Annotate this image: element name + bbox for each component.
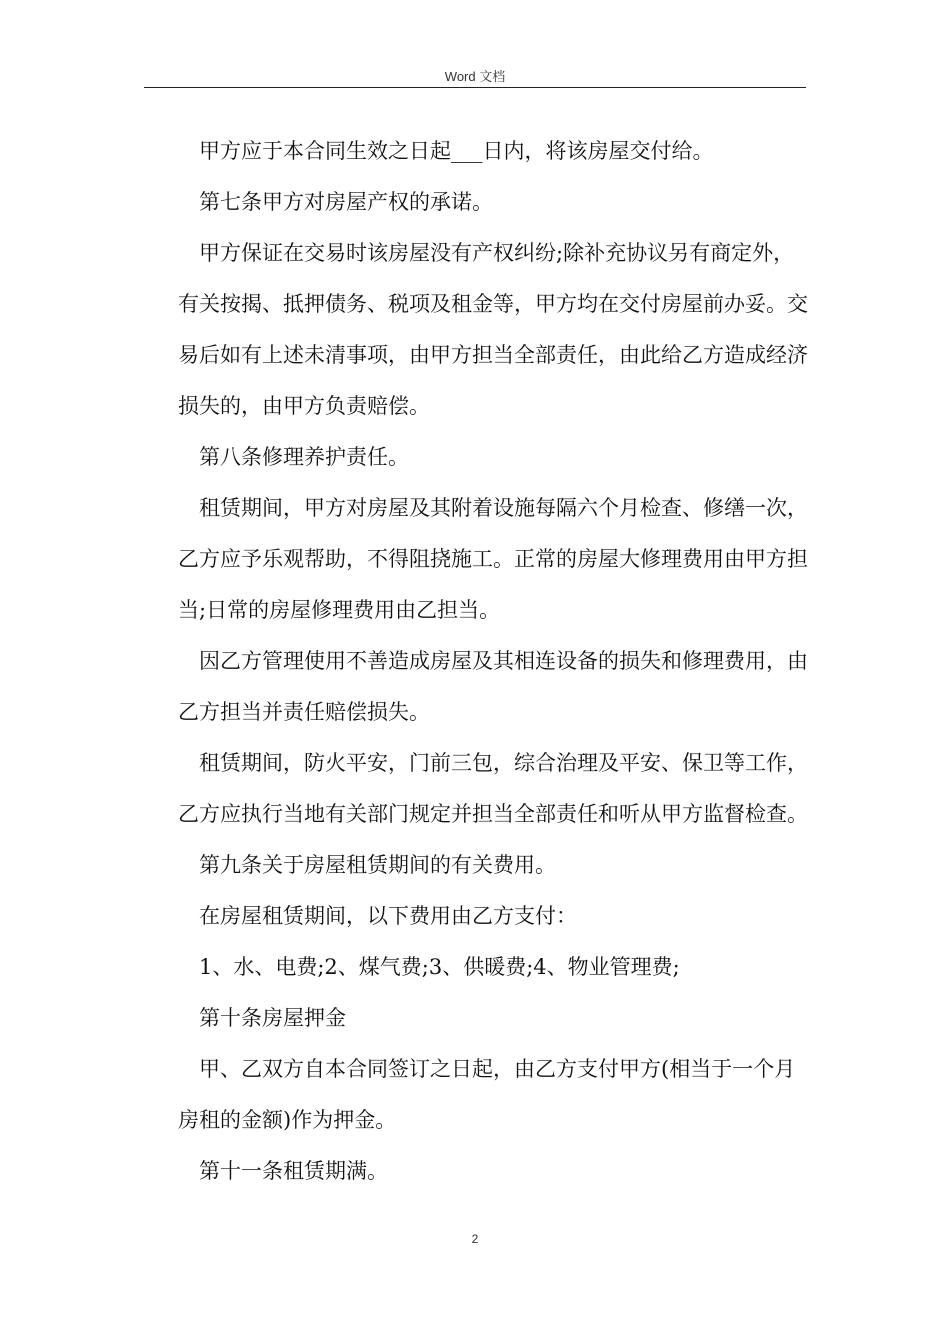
paragraph: 因乙方管理使用不善造成房屋及其相连设备的损失和修理费用，由乙方担当并责任赔偿损失。 <box>178 649 808 724</box>
paragraph: 甲、乙双方自本合同签订之日起，由乙方支付甲方(相当于一个月房租的金额)作为押金。 <box>178 1057 796 1132</box>
clause-heading: 第十一条租赁期满。 <box>199 1159 388 1183</box>
fee-list: 1、水、电费;2、煤气费;3、供暖费;4、物业管理费; <box>199 955 680 979</box>
paragraph: 甲方保证在交易时该房屋没有产权纠纷;除补充协议另有商定外，有关按揭、抵押债务、税项及租金等，甲方均在交付房屋前办妥。交易后如有上述未清事项，由甲方担当全部责任，由此给乙方造成经济损失的，由甲方负责赔偿。 <box>178 241 808 418</box>
paragraph: 甲方应于本合同生效之日起___日内，将该房屋交付给。 <box>199 139 714 163</box>
paragraph: 租赁期间，甲方对房屋及其附着设施每隔六个月检查、修缮一次，乙方应予乐观帮助，不得阻挠施工。正常的房屋大修理费用由甲方担当;日常的房屋修理费用由乙担当。 <box>178 496 808 622</box>
page-header: Word 文档 <box>444 69 506 84</box>
clause-heading: 第十条房屋押金 <box>199 1006 346 1030</box>
clause-heading: 第九条关于房屋租赁期间的有关费用。 <box>199 853 556 877</box>
header-divider <box>144 87 806 88</box>
document-body <box>178 126 814 1197</box>
page-number: 2 <box>471 1232 479 1246</box>
paragraph: 在房屋租赁期间，以下费用由乙方支付： <box>199 904 577 928</box>
paragraph: 租赁期间，防火平安，门前三包，综合治理及平安、保卫等工作，乙方应执行当地有关部门规定并担当全部责任和听从甲方监督检查。 <box>178 751 808 826</box>
clause-heading: 第七条甲方对房屋产权的承诺。 <box>199 190 493 214</box>
clause-heading: 第八条修理养护责任。 <box>199 445 409 469</box>
